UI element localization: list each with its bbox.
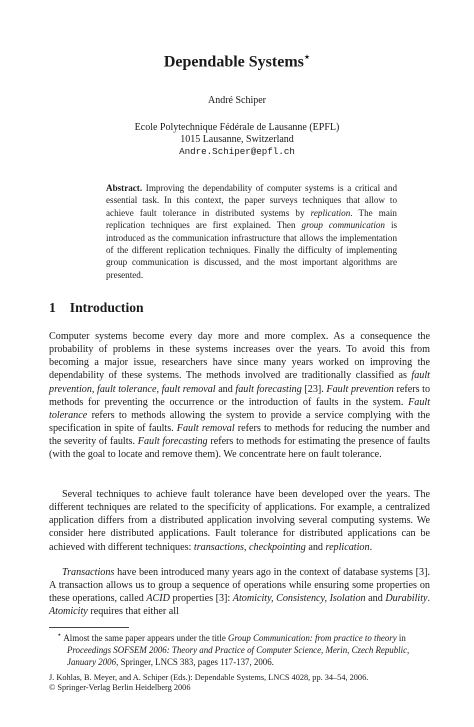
paragraph-1: Computer systems become every day more and more complex. As a consequence the probability of problems in these systems increases over the years. To avoid this from becoming a major issue, researchers have since many years worked on improving the dependability of these systems. The methods involved are traditionally classified as fault prevention, fault tolerance, fault removal and fault forecasting [23]. Fault prevention refers to methods for preventing the occurrence or the introduction of faults in the system. Fault tolerance refers to methods allowing the system to provide a service complying with the specification in spite of faults. Fault removal refers to methods for reducing the number and the severity of faults. Fault forecasting refers to methods for estimating the presence of faults (with the goal to locate and remove them). We concentrate here on fault tolerance. <box>49 331 431 461</box>
paragraph-3: Transactions have been introduced many years ago in the context of database systems [3]. A transaction allows us to group a sequence of operations while ensuring some properties on these operations, called ACID properties [3]: Atomicity, Consistency, Isolation and Durability. Atomicity requires that either all <box>49 567 431 618</box>
affiliation-line-2: 1015 Lausanne, Switzerland <box>180 134 294 145</box>
abstract-label: Abstract. <box>106 183 143 193</box>
section-heading: 1 Introduction <box>49 300 144 315</box>
abstract: Abstract. Improving the dependability of computer systems is a critical and essential task. In this context, the paper surveys techniques that allow to achieve fault tolerance in distributed systems by replication. The main replication techniques are first explained. Then group communication is introduced as the communication infrastructure that allows the implementation of the different replication techniques. Finally the difficulty of implementing group communication is discussed, and the most important algorithms are presented. <box>106 183 398 280</box>
footer-citation: J. Kohlas, B. Meyer, and A. Schiper (Eds.): Dependable Systems, LNCS 4028, pp. 34–54, 2006. <box>49 673 369 682</box>
author-email[interactable]: Andre.Schiper@epfl.ch <box>179 146 295 157</box>
footnote-rule <box>49 627 129 628</box>
footnote-mark: ⋆ <box>57 630 62 639</box>
footer-copyright: © Springer-Verlag Berlin Heidelberg 2006 <box>49 683 191 692</box>
author-name: André Schiper <box>207 95 267 106</box>
paragraph-2: Several techniques to achieve fault tolerance have been developed over the years. The different techniques are related to the specificity of applications. For example, a centralized application differs from a distributed application involving several computing systems. We consider here distributed applications. Fault tolerance for distributed applications can be achieved with different techniques: transactions, checkpointing and replication. <box>49 489 430 553</box>
footnote: ⋆ Almost the same paper appears under the title Group Communication: from practice to theory in Proceedings SOFSEM 2006: Theory and Practice of Computer Science, Merin, Czech Republic, January 2006, Springer, LNCS 383, pages 117-137, 2006. <box>57 630 410 667</box>
page-footer <box>49 673 430 693</box>
paper-title: Dependable Systems⋆ <box>163 52 311 71</box>
title-footnote-mark: ⋆ <box>303 52 311 63</box>
affiliation-line-1: Ecole Polytechnique Fédérale de Lausanne (EPFL) <box>134 122 340 133</box>
